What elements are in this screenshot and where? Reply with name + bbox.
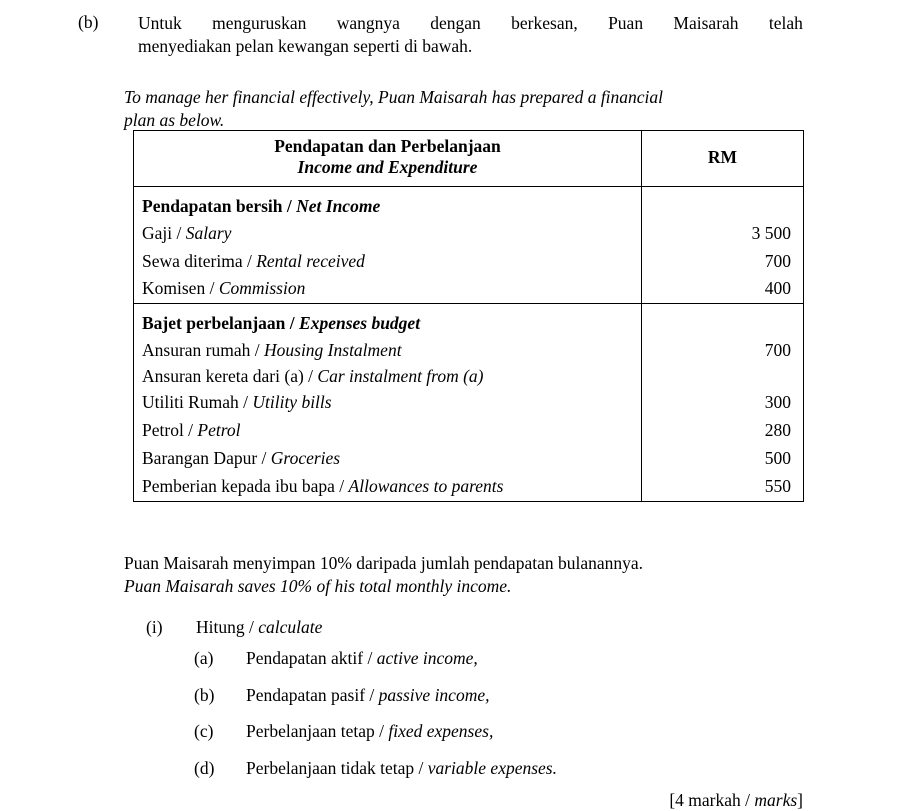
row-description-malay: Komisen / xyxy=(142,278,219,299)
prompt-word: berkesan, xyxy=(511,13,578,33)
section-title-english: Expenses budget xyxy=(299,313,421,334)
prompt-word: Maisarah xyxy=(673,13,739,33)
table-row xyxy=(134,417,804,445)
table-row xyxy=(134,473,804,501)
section-title-cell xyxy=(134,186,642,220)
financial-plan-table xyxy=(133,130,804,502)
list-item xyxy=(194,684,846,707)
table-row xyxy=(134,337,804,365)
header-description-english: Income and Expenditure xyxy=(297,157,478,178)
marks-english: marks xyxy=(754,790,798,810)
row-description-cell xyxy=(134,337,642,365)
instruction-english: calculate xyxy=(258,617,323,637)
table-row xyxy=(134,248,804,276)
section-header-row-net-income xyxy=(134,186,804,220)
prompt-en-line-2: plan as below. xyxy=(124,109,225,130)
row-amount-cell: 400 xyxy=(764,278,791,299)
list-item-marker: (b) xyxy=(194,684,215,705)
saving-note-english: Puan Maisarah saves 10% of his total monthly income. xyxy=(124,576,512,597)
prompt-word: Untuk xyxy=(138,13,182,33)
row-description-cell xyxy=(134,417,642,445)
list-item xyxy=(194,757,846,780)
section-header-row-expenses-budget xyxy=(134,304,804,338)
row-description-cell xyxy=(134,473,642,501)
section-title-malay: Pendapatan bersih / xyxy=(142,195,297,216)
row-description-english: Groceries xyxy=(270,447,341,468)
list-item-text xyxy=(246,685,489,705)
row-description-malay: Pemberian kepada ibu bapa / xyxy=(142,475,349,496)
list-item xyxy=(194,647,846,670)
sub-question-list xyxy=(146,616,846,794)
list-item-malay: Perbelanjaan tetap / xyxy=(246,721,389,742)
row-description-malay: Barangan Dapur / xyxy=(142,447,271,468)
marks-close: ] xyxy=(797,790,803,810)
table-body xyxy=(134,131,804,502)
list-item-text xyxy=(246,648,478,668)
saving-note xyxy=(124,552,824,598)
row-amount-cell: 550 xyxy=(764,475,791,496)
list-item-malay: Pendapatan aktif / xyxy=(246,647,377,668)
row-description-english: Housing Instalment xyxy=(264,340,402,361)
row-amount-cell: 700 xyxy=(764,250,791,271)
list-item-marker: (c) xyxy=(194,721,214,742)
section-amount-cell xyxy=(642,304,804,338)
list-item-english: fixed expenses, xyxy=(388,721,494,742)
prompt-line-2: menyediakan pelan kewangan seperti di bawah. xyxy=(138,36,473,57)
row-description-cell xyxy=(134,275,642,303)
row-description-malay: Sewa diterima / xyxy=(142,250,257,271)
row-amount-cell: 700 xyxy=(764,340,791,361)
prompt-word: Puan xyxy=(608,13,644,33)
prompt-en-line-1: To manage her financial effectively, Puan Maisarah has prepared a financial xyxy=(124,87,664,107)
list-item-text xyxy=(246,721,493,741)
prompt-word: telah xyxy=(768,13,803,33)
sub-question-i xyxy=(146,616,846,639)
list-item-text xyxy=(246,758,557,778)
row-description-cell xyxy=(134,445,642,473)
prompt-word: menguruskan xyxy=(212,13,307,33)
sub-question-marker: (i) xyxy=(146,617,163,637)
list-item-malay: Pendapatan pasif / xyxy=(246,684,379,705)
prompt-line-1 xyxy=(138,12,803,35)
row-description-malay: Ansuran kereta dari (a) / xyxy=(142,366,318,387)
list-item xyxy=(194,720,846,743)
question-prompt-malay xyxy=(138,12,803,58)
table-row xyxy=(134,389,804,417)
row-description-english: Commission xyxy=(218,278,306,299)
question-label: (b) xyxy=(78,12,99,32)
row-description-english: Rental received xyxy=(256,250,365,271)
list-item-marker: (d) xyxy=(194,758,215,778)
row-description-malay: Utiliti Rumah / xyxy=(142,392,253,413)
row-description-malay: Petrol / xyxy=(142,419,198,440)
row-description-english: Car instalment from (a) xyxy=(317,366,484,387)
row-amount-cell: 3 500 xyxy=(751,222,791,243)
row-description-cell xyxy=(134,389,642,417)
table-row xyxy=(134,220,804,248)
header-description-malay: Pendapatan dan Perbelanjaan xyxy=(274,136,501,156)
section-title-cell xyxy=(134,304,642,338)
row-description-malay: Gaji / xyxy=(142,222,186,243)
row-description-cell xyxy=(134,220,642,248)
sub-question-items xyxy=(194,647,846,780)
list-item-english: active income, xyxy=(376,647,478,668)
row-description-english: Allowances to parents xyxy=(348,475,504,496)
list-item-english: passive income, xyxy=(378,684,490,705)
header-cell-amount: RM xyxy=(642,131,804,187)
row-amount-cell: 500 xyxy=(764,447,791,468)
table-row xyxy=(134,445,804,473)
row-description-english: Utility bills xyxy=(252,392,332,413)
prompt-word: wangnya xyxy=(336,13,400,33)
marks-allocation xyxy=(0,790,803,811)
table-header-row xyxy=(134,131,804,187)
header-cell-description xyxy=(134,131,642,187)
list-item-english: variable expenses. xyxy=(427,758,557,778)
section-title-english: Net Income xyxy=(296,195,381,216)
section-title-malay: Bajet perbelanjaan / xyxy=(142,313,300,334)
instruction-malay: Hitung / xyxy=(196,617,259,637)
row-amount-cell: 280 xyxy=(764,419,791,440)
table-row xyxy=(134,275,804,303)
question-intro-block xyxy=(78,12,803,58)
row-description-english: Salary xyxy=(185,222,232,243)
row-description-english: Petrol xyxy=(197,419,241,440)
row-description-cell xyxy=(134,365,642,389)
saving-note-malay: Puan Maisarah menyimpan 10% daripada jumlah pendapatan bulanannya. xyxy=(124,553,644,573)
section-amount-cell xyxy=(642,186,804,220)
list-item-marker: (a) xyxy=(194,647,214,668)
row-description-cell xyxy=(134,248,642,276)
list-item-malay: Perbelanjaan tidak tetap / xyxy=(246,758,428,778)
sub-question-text xyxy=(196,617,322,637)
table-row xyxy=(134,365,804,389)
row-description-malay: Ansuran rumah / xyxy=(142,340,264,361)
row-amount-cell: 300 xyxy=(764,392,791,413)
marks-open: [4 markah / xyxy=(669,790,755,810)
question-prompt-english xyxy=(124,86,814,132)
prompt-word: dengan xyxy=(430,13,481,33)
row-amount-cell xyxy=(642,365,804,389)
